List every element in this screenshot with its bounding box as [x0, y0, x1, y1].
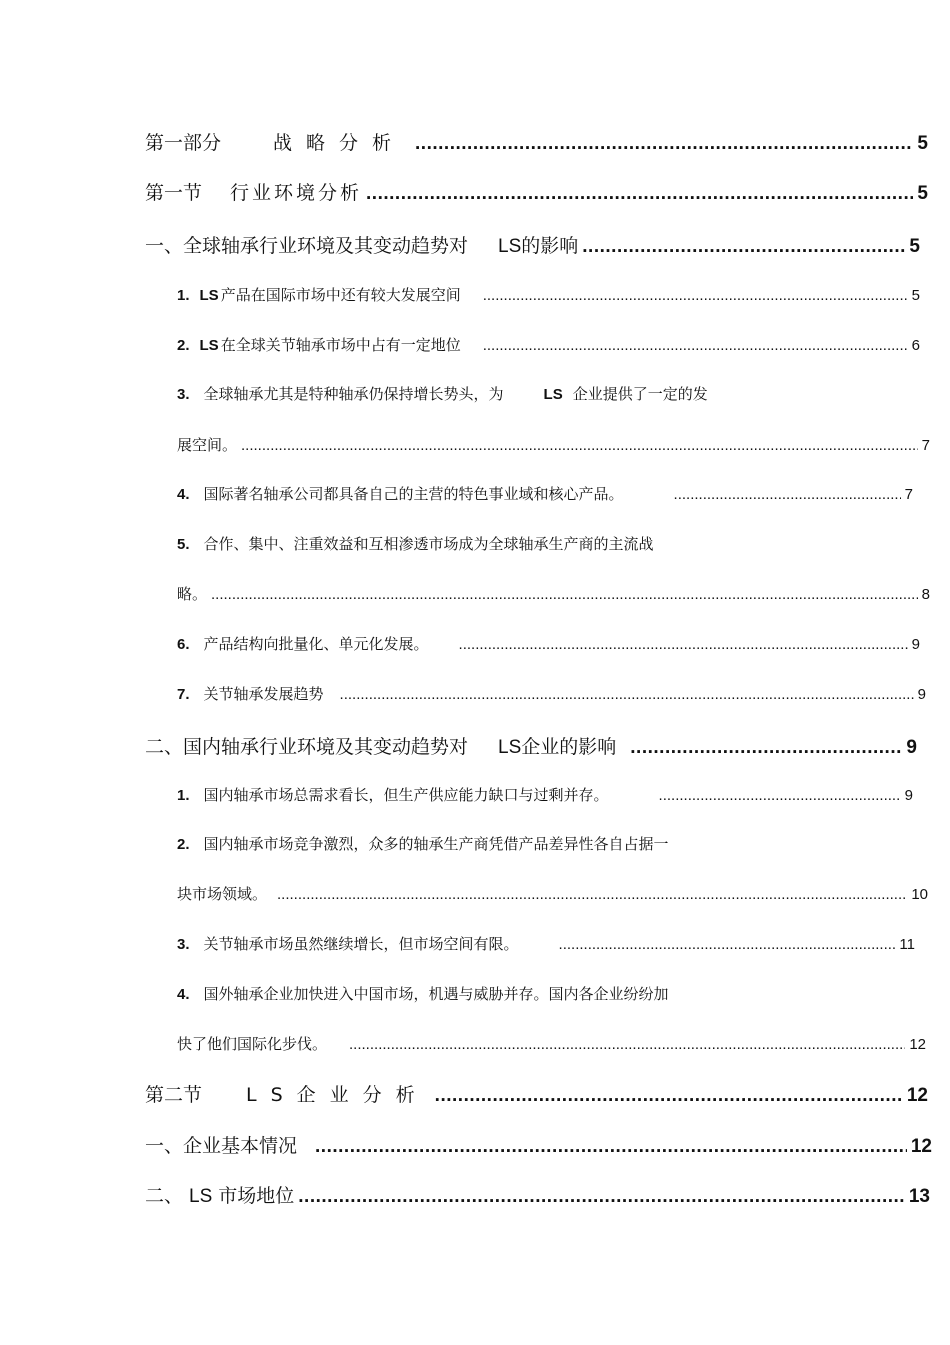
toc-heading-text-b: 企业的影响 — [521, 736, 617, 758]
toc-entry-h1-item5[interactable] — [177, 533, 654, 554]
toc-page-number: 12 — [906, 1085, 928, 1106]
toc-part-title: 战略分析 — [273, 132, 406, 154]
toc-item-text-cont: 略。 — [177, 585, 208, 603]
dot-leader — [277, 886, 907, 903]
toc-heading-text-b: 市场地位 — [218, 1185, 295, 1207]
toc-item-number: 1. — [177, 787, 190, 804]
dot-leader — [559, 936, 896, 953]
toc-entry-heading1[interactable] — [145, 231, 920, 258]
toc-item-text: 国际著名轴承公司都具备自己的主营的特色事业域和核心产品。 — [203, 485, 624, 503]
toc-page-number: 7 — [904, 486, 913, 503]
toc-item-number: 6. — [177, 636, 190, 653]
toc-heading-ls: LS — [498, 737, 522, 758]
toc-entry-h1-item1[interactable] — [177, 284, 920, 305]
toc-entry-h2-item4[interactable] — [177, 983, 669, 1004]
dot-leader — [241, 437, 918, 454]
toc-item-ls: LS — [199, 287, 219, 304]
toc-page-number: 5 — [917, 183, 928, 204]
dot-leader — [349, 1036, 905, 1053]
toc-item-text: 产品结构向批量化、单元化发展。 — [203, 635, 429, 653]
toc-section-label: 第二节 — [145, 1084, 203, 1106]
toc-entry-h1-item4[interactable] — [177, 483, 913, 504]
toc-entry-h1-item2[interactable] — [177, 334, 920, 355]
toc-entry-h2-item2-cont[interactable] — [177, 883, 928, 904]
toc-heading-text: 二、国内轴承行业环境及其变动趋势对 — [145, 736, 469, 758]
toc-item-number: 2. — [177, 836, 190, 853]
dot-leader — [630, 737, 902, 759]
toc-section-label: 第一节 — [145, 182, 203, 204]
toc-item-text: 全球轴承尤其是特种轴承仍保持增长势头，为 — [203, 385, 504, 403]
toc-item-text: 国内轴承市场总需求看长，但生产供应能力缺口与过剩并存。 — [203, 786, 609, 804]
toc-page-number: 11 — [899, 936, 915, 953]
toc-entry-heading2[interactable] — [145, 732, 917, 759]
toc-item-text-cont: 快了他们国际化步伐。 — [177, 1035, 328, 1053]
dot-leader — [298, 1186, 905, 1208]
dot-leader — [659, 787, 901, 804]
toc-entry-h2-item4-cont[interactable] — [177, 1033, 926, 1054]
dot-leader — [211, 586, 918, 603]
toc-item-text: 在全球关节轴承市场中占有一定地位 — [220, 336, 461, 354]
toc-item-number: 4. — [177, 986, 190, 1003]
toc-item-text: 关节轴承市场虽然继续增长，但市场空间有限。 — [203, 935, 519, 953]
toc-item-number: 1. — [177, 287, 190, 304]
dot-leader — [582, 236, 905, 258]
toc-page-number: 13 — [908, 1186, 930, 1207]
toc-heading-text: 一、企业基本情况 — [145, 1135, 298, 1157]
toc-heading-ls: LS — [189, 1186, 213, 1207]
toc-entry-h2-item1[interactable] — [177, 784, 913, 805]
toc-entry-s2-heading1[interactable] — [145, 1131, 932, 1158]
dot-leader — [459, 636, 908, 653]
toc-page-number: 5 — [917, 133, 928, 154]
toc-part-label: 第一部分 — [145, 132, 222, 154]
toc-item-text: 国外轴承企业加快进入中国市场，机遇与威胁并存。国内各企业纷纷加 — [203, 985, 669, 1003]
dot-leader — [674, 486, 901, 503]
toc-item-text: 关节轴承发展趋势 — [203, 685, 324, 703]
toc-item-text: 合作、集中、注重效益和互相渗透市场成为全球轴承生产商的主流战 — [203, 535, 654, 553]
toc-page-number: 9 — [911, 636, 920, 653]
toc-heading-ls: LS — [498, 236, 522, 257]
toc-entry-h1-item5-cont[interactable] — [177, 583, 930, 604]
toc-entry-h1-item3[interactable] — [177, 383, 708, 404]
toc-item-ls: LS — [199, 337, 219, 354]
toc-page-number: 9 — [906, 737, 917, 758]
toc-item-number: 2. — [177, 337, 190, 354]
toc-heading-text: 一、全球轴承行业环境及其变动趋势对 — [145, 235, 469, 257]
toc-item-text-cont: 展空间。 — [177, 436, 238, 454]
toc-section-title: LS企业分析 — [246, 1084, 429, 1106]
toc-entry-section2[interactable] — [145, 1080, 928, 1107]
dot-leader — [483, 337, 908, 354]
toc-page-number: 7 — [921, 437, 930, 454]
toc-entry-h2-item2[interactable] — [177, 833, 669, 854]
toc-page-number: 9 — [904, 787, 913, 804]
dot-leader — [315, 1136, 907, 1158]
toc-page-number: 10 — [911, 886, 928, 903]
toc-item-ls: LS — [543, 386, 563, 403]
toc-page-number: 5 — [909, 236, 920, 257]
toc-item-number: 5. — [177, 536, 190, 553]
toc-page-number: 12 — [910, 1136, 932, 1157]
dot-leader — [366, 183, 913, 205]
toc-heading-text: 二、 — [145, 1185, 184, 1207]
toc-page-number: 5 — [911, 287, 920, 304]
dot-leader — [415, 133, 913, 155]
toc-item-number: 3. — [177, 936, 190, 953]
toc-entry-h1-item7[interactable] — [177, 683, 926, 704]
dot-leader — [340, 686, 914, 703]
dot-leader — [483, 287, 908, 304]
toc-item-text-cont: 块市场领域。 — [177, 885, 268, 903]
toc-page-number: 8 — [921, 586, 930, 603]
toc-entry-s2-heading2[interactable] — [145, 1181, 930, 1208]
toc-item-text: 国内轴承市场竞争激烈，众多的轴承生产商凭借产品差异性各自占据一 — [203, 835, 669, 853]
toc-item-number: 7. — [177, 686, 190, 703]
toc-section-title: 行业环境分析 — [230, 182, 363, 204]
toc-page-number: 12 — [909, 1036, 926, 1053]
toc-entry-part1[interactable] — [145, 128, 928, 155]
toc-entry-h1-item6[interactable] — [177, 633, 920, 654]
toc-item-number: 3. — [177, 386, 190, 403]
toc-item-number: 4. — [177, 486, 190, 503]
dot-leader — [435, 1085, 903, 1107]
toc-item-text-b: 企业提供了一定的发 — [572, 385, 708, 403]
toc-entry-section1[interactable] — [145, 178, 928, 205]
toc-item-text: 产品在国际市场中还有较大发展空间 — [220, 286, 461, 304]
toc-entry-h1-item3-cont[interactable] — [177, 434, 930, 455]
toc-page-number: 6 — [911, 337, 920, 354]
toc-heading-text-b: 的影响 — [521, 235, 579, 257]
toc-entry-h2-item3[interactable] — [177, 933, 915, 954]
toc-page-number: 9 — [917, 686, 926, 703]
